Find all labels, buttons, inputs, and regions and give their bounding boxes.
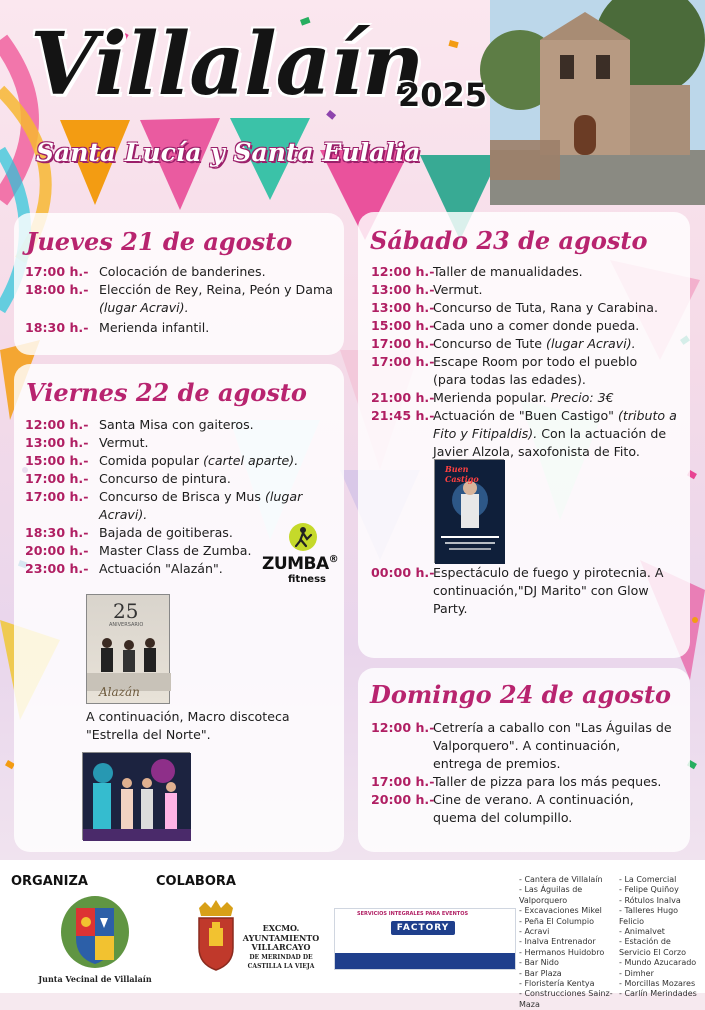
- buen-castigo-label: Buen Castigo: [445, 464, 479, 484]
- event-text: Actuación "Alazán".: [99, 561, 223, 576]
- ayuntamiento-crest-icon: [193, 900, 239, 972]
- sponsor-item: - Mundo Azucarado: [619, 958, 703, 968]
- list-item: [25, 488, 337, 524]
- event-text: Vermut.: [99, 435, 149, 450]
- saturday-events: [371, 263, 685, 461]
- sponsor-item: - Dimher: [619, 969, 703, 979]
- event-subtitle: Santa Lucía y Santa Eulalia: [36, 138, 421, 167]
- friday-panel: [14, 364, 344, 852]
- saturday-panel: [358, 212, 690, 658]
- event-text: Concurso de Tuta, Rana y Carabina.: [433, 300, 658, 315]
- event-time: 17:00 h.-: [25, 471, 89, 486]
- sponsor-item: - Bar Nido: [519, 958, 619, 968]
- saturday-title: Sábado 23 de agosto: [370, 226, 648, 255]
- thursday-title: Jueves 21 de agosto: [26, 227, 293, 256]
- friday-title: Viernes 22 de agosto: [26, 378, 307, 407]
- sponsor-item: - Rótulos Inalva: [619, 896, 703, 906]
- sunday-title: Domingo 24 de agosto: [370, 680, 672, 709]
- event-text: Escape Room por todo el pueblo (para todas las edades).: [433, 354, 638, 387]
- event-time: 17:00 h.-: [371, 774, 435, 789]
- event-text: Concurso de pintura.: [99, 471, 231, 486]
- event-time: 13:00 h.-: [25, 435, 89, 450]
- event-text: Concurso de Brisca y Mus (lugar Acravi).: [99, 489, 303, 522]
- sponsor-item: - Animalvet: [619, 927, 703, 937]
- zumba-sub: fitness: [288, 574, 326, 585]
- list-item: [371, 773, 685, 791]
- list-item: [371, 299, 685, 317]
- buen-castigo-poster: [434, 459, 504, 563]
- list-item: [371, 263, 685, 281]
- event-text: Concurso de Tute (lugar Acravi).: [433, 336, 636, 351]
- sponsor-item: - Felipe Quiñoy: [619, 885, 703, 895]
- sunday-panel: [358, 668, 690, 852]
- thursday-panel: [14, 213, 344, 355]
- event-time: 17:00 h.-: [25, 264, 89, 279]
- event-time: 17:00 h.-: [371, 354, 435, 369]
- event-text: Bajada de goitiberas.: [99, 525, 233, 540]
- list-item: [25, 434, 337, 452]
- list-item: [371, 317, 685, 335]
- late-event: [371, 564, 685, 618]
- sponsor-item: - Floristería Kentya: [519, 979, 619, 989]
- factory-ad: [334, 908, 516, 970]
- event-time: 20:00 h.-: [25, 543, 89, 558]
- junta-label: Junta Vecinal de Villalaín: [38, 974, 152, 984]
- list-item: [371, 353, 685, 389]
- list-item: [371, 281, 685, 299]
- list-item: [25, 281, 337, 317]
- event-time: 15:00 h.-: [371, 318, 435, 333]
- sponsor-item: - Carlín Merindades: [619, 989, 703, 999]
- zumba-figure-icon: [288, 522, 318, 552]
- list-item: [25, 452, 337, 470]
- event-text: Santa Misa con gaiteros.: [99, 417, 254, 432]
- sunday-events: [371, 719, 685, 827]
- event-title: Villalaín: [30, 14, 424, 115]
- event-time: 21:45 h.-: [371, 408, 435, 423]
- alazan-badge-sub: ANIVERSARIO: [109, 622, 144, 628]
- sponsors-col1: [519, 875, 619, 1010]
- event-text: Cada uno a comer donde pueda.: [433, 318, 640, 333]
- junta-crest-icon: [58, 892, 132, 970]
- event-year: 2025: [398, 76, 488, 114]
- sponsor-item: - Excavaciones Mikel: [519, 906, 619, 916]
- event-time: 21:00 h.-: [371, 390, 435, 405]
- sponsor-item: - Las Águilas de Valporquero: [519, 885, 619, 906]
- event-text: Taller de manualidades.: [433, 264, 583, 279]
- event-time: 18:30 h.-: [25, 320, 89, 335]
- sponsor-item: - Inalva Entrenador: [519, 937, 619, 947]
- list-item: [371, 791, 685, 827]
- event-text: Vermut.: [433, 282, 483, 297]
- list-item: [371, 719, 685, 773]
- event-time: 23:00 h.-: [25, 561, 89, 576]
- list-item: [25, 416, 337, 434]
- event-time: 12:00 h.-: [371, 720, 435, 735]
- church-photo: [490, 0, 705, 205]
- event-time: 12:00 h.-: [25, 417, 89, 432]
- factory-info-bar: [335, 953, 515, 969]
- zumba-logo: [262, 522, 342, 594]
- thursday-events: [25, 263, 337, 337]
- alazan-badge: 25: [113, 599, 139, 623]
- sponsor-item: - Estación de Servicio El Corzo: [619, 937, 703, 958]
- disco-image: [82, 752, 190, 840]
- event-time: 12:00 h.-: [371, 264, 435, 279]
- sponsor-item: - Peña El Columpio: [519, 917, 619, 927]
- event-text: Espectáculo de fuego y pirotecnia. A continuación,"DJ Marito" con Glow Party.: [433, 565, 664, 616]
- zumba-reg-mark: ®: [328, 554, 339, 565]
- event-time: 20:00 h.-: [371, 792, 435, 807]
- sponsor-item: - Cantera de Villalaín: [519, 875, 619, 885]
- event-text: Elección de Rey, Reina, Peón y Dama (lugar Acravi).: [99, 282, 333, 315]
- event-time: 15:00 h.-: [25, 453, 89, 468]
- event-time: 17:00 h.-: [371, 336, 435, 351]
- event-text: Merienda popular. Precio: 3€: [433, 390, 614, 405]
- event-text: Actuación de "Buen Castigo" (tributo a Fito y Fitipaldis). Con la actuación de Javier Alzola, saxofonista de Fito.: [433, 408, 677, 459]
- sponsor-item: - Bar Plaza: [519, 969, 619, 979]
- event-text: Taller de pizza para los más peques.: [433, 774, 662, 789]
- factory-logo: FACTORY: [391, 921, 455, 935]
- event-text: Cine de verano. A continuación, quema del columpillo.: [433, 792, 634, 825]
- band-members-image: [87, 631, 171, 691]
- factory-header: SERVICIOS INTEGRALES PARA EVENTOS: [357, 911, 469, 917]
- sponsor-item: - Morcillas Mozares: [619, 979, 703, 989]
- list-item: [25, 263, 337, 281]
- footer: [0, 860, 705, 1009]
- event-time: 13:00 h.-: [371, 282, 435, 297]
- sponsor-item: - Talleres Hugo Felicio: [619, 906, 703, 927]
- event-time: 18:30 h.-: [25, 525, 89, 540]
- friday-after-text: A continuación, Macro discoteca "Estrella del Norte".: [86, 709, 290, 742]
- sponsor-item: - La Comercial: [619, 875, 703, 885]
- colabora-label: COLABORA: [156, 874, 236, 889]
- list-item: [371, 407, 685, 461]
- event-time: 17:00 h.-: [25, 489, 89, 504]
- list-item: [25, 470, 337, 488]
- alazan-poster: [86, 594, 170, 704]
- event-time: 18:00 h.-: [25, 282, 89, 297]
- event-text: Cetrería a caballo con "Las Águilas de Valporquero". A continuación, entrega de premios.: [433, 720, 672, 771]
- event-time: 13:00 h.-: [371, 300, 435, 315]
- event-text: Colocación de banderines.: [99, 264, 266, 279]
- organiza-label: ORGANIZA: [11, 874, 88, 889]
- sponsor-item: - Acravi: [519, 927, 619, 937]
- event-time: 00:00 h.-: [371, 565, 435, 580]
- event-text: Master Class de Zumba.: [99, 543, 252, 558]
- event-text: Merienda infantil.: [99, 320, 210, 335]
- sponsor-item: - Construcciones Sainz-Maza: [519, 989, 619, 1010]
- alazan-name: Alazán: [99, 685, 140, 699]
- list-item: [371, 389, 685, 407]
- sponsors-col2: [619, 875, 703, 1000]
- list-item: [371, 335, 685, 353]
- zumba-text: ZUMBA: [262, 554, 329, 574]
- sponsor-item: - Hermanos Huidobro: [519, 948, 619, 958]
- list-item: [25, 319, 337, 337]
- event-text: Comida popular (cartel aparte).: [99, 453, 299, 468]
- ayuntamiento-label: EXCMO. AYUNTAMIENTO VILLARCAYO DE MERINDAD DE CASTILLA LA VIEJA: [242, 923, 320, 970]
